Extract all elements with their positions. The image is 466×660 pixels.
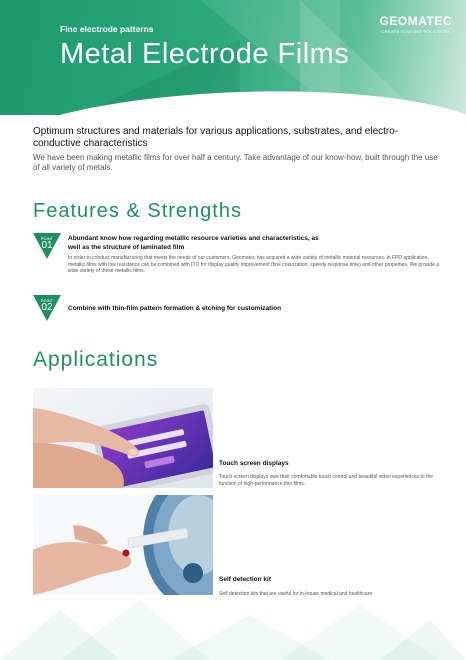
detection-kit-photo <box>33 495 213 595</box>
page-title: Metal Electrode Films <box>60 38 350 70</box>
point-badge <box>33 233 61 259</box>
point-number: 01 <box>41 240 53 251</box>
header-banner <box>0 0 466 115</box>
logo-text: GEOMATEC <box>379 14 452 28</box>
point-number: 02 <box>41 302 53 313</box>
company-logo <box>380 14 452 34</box>
point-title: Abundant know how regarding metallic resource varieties and characteristics, as well as the structure of laminated film <box>68 235 319 251</box>
application-body: Touch screen displays owe their comfortable touch control and beautiful video experiences to the function of high-performance thin films. <box>219 474 434 487</box>
feature-point <box>33 233 440 293</box>
footer-decoration <box>0 600 466 660</box>
page-subtitle: Fine electrode patterns <box>60 24 154 34</box>
application-title: Touch screen displays <box>219 460 289 467</box>
intro-heading: Optimum structures and materials for various applications, substrates, and electro-conductive characteristics <box>33 126 399 149</box>
touch-screen-photo <box>33 388 213 488</box>
logo-wordmark <box>380 14 452 28</box>
logo-tagline: CREATE COATING SOLUTIONS <box>381 29 451 34</box>
point-label: POINT <box>40 298 54 303</box>
applications-title: Applications <box>33 348 159 371</box>
point-title: Combine with thin-film pattern formation & etching for customization <box>68 305 282 312</box>
application-title: Self detection kit <box>219 576 272 583</box>
intro-body: We have been making metallic films for over half a century. Take advantage of our know-how, built through the use of all variety of metals. <box>33 153 438 172</box>
application-body: Self detection kits that are useful for in-house medical and healthcare <box>219 591 373 597</box>
point-body: In order to conduct manufacturing that meets the needs of our customers, Geomatec has acquired a wide variety of metallic material resources. In FPD application, metallic films with low resistance can be combined with ITO for display quality improvement (fine colorization, speedy response time) and other properties. We provide a wide variety of these metallic films. <box>68 255 440 274</box>
point-label: POINT <box>40 236 54 241</box>
point-badge <box>33 295 61 321</box>
features-title: Features & Strengths <box>33 200 242 222</box>
feature-point <box>33 295 433 323</box>
